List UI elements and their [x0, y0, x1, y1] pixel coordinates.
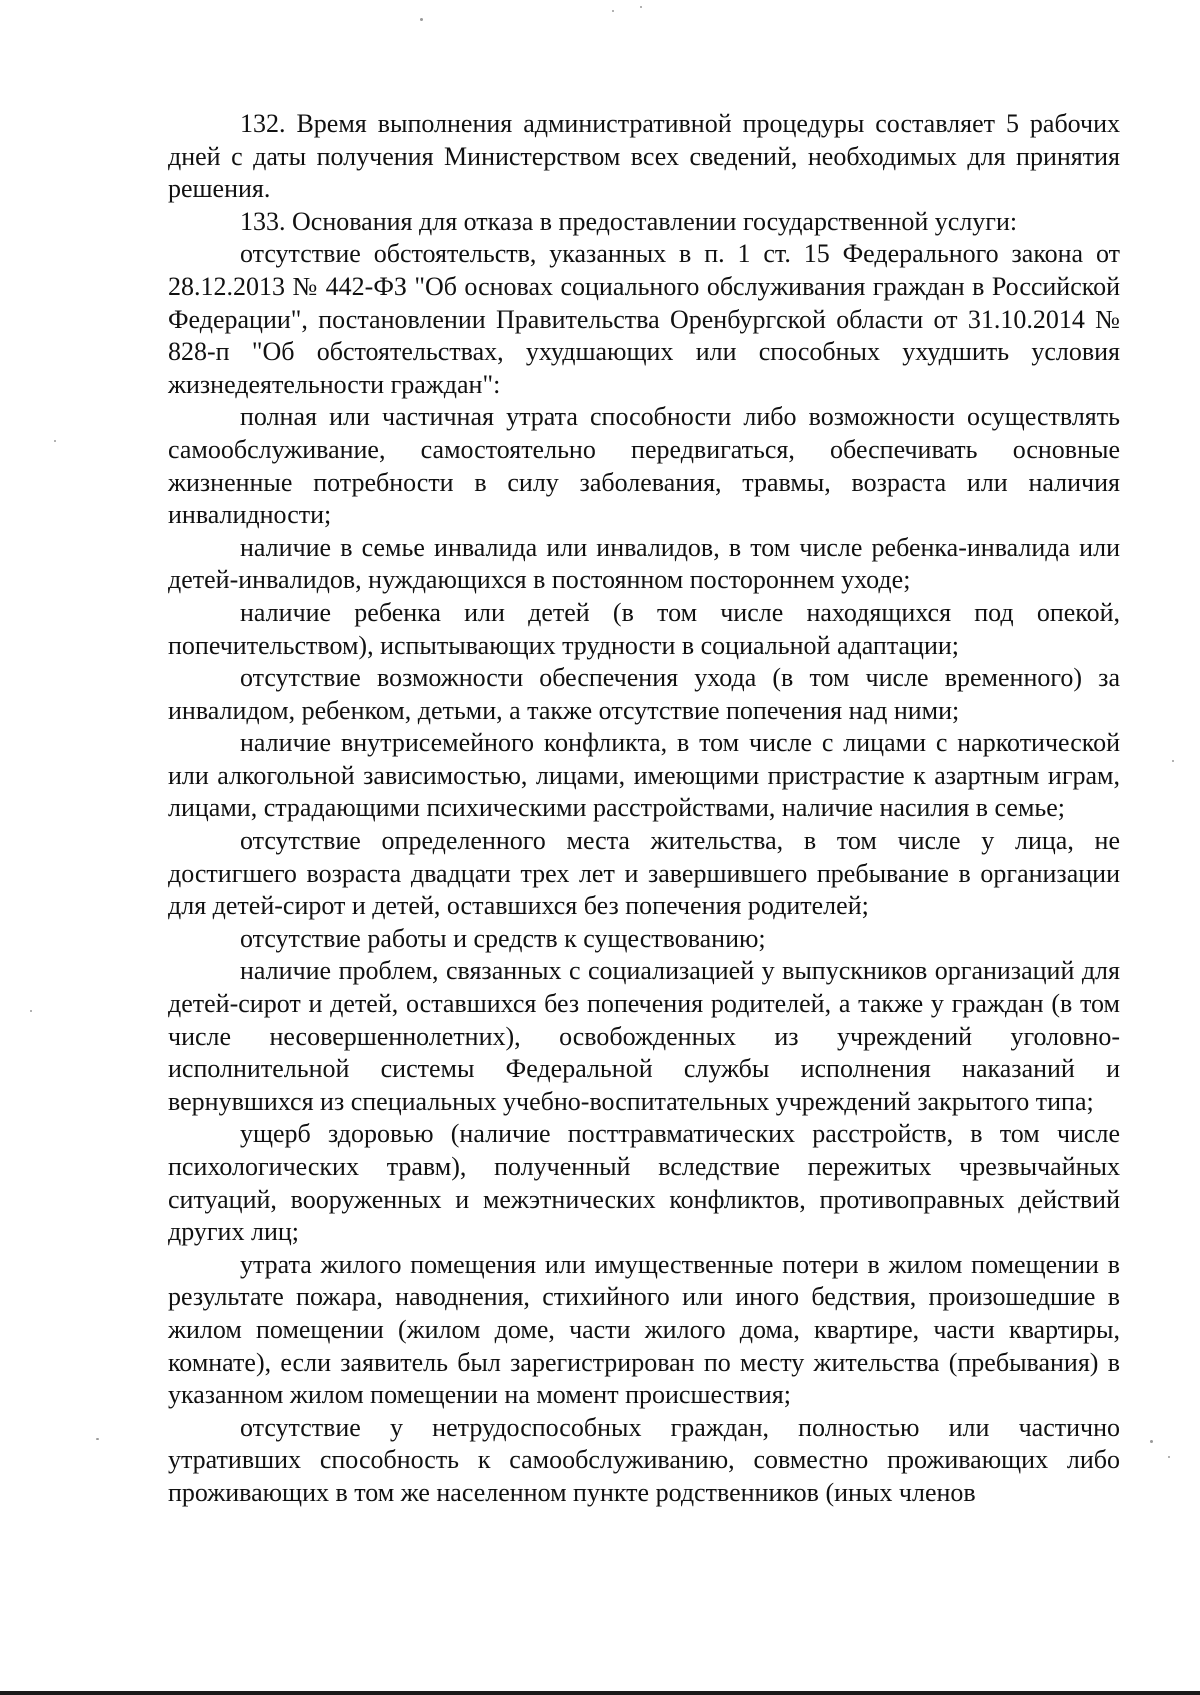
- scan-speck: [1150, 1440, 1153, 1443]
- list-item-loss-of-self-care: полная или частичная утрата способности либо возможности осуществлять самообслуживание, самостоятельно передвигаться, обеспечивать основные жизненные потребности в силу заболевания, травмы, возраста или наличия инвалидности;: [168, 402, 1120, 530]
- list-item-socialization-problems: наличие проблем, связанных с социализацией у выпускников организаций для детей-сирот и детей, оставшихся без попечения родителей, а также у граждан (в том числе несовершеннолетних), освобожденных из учреждений уголовно-исполнительной системы Федеральной службы исполнения наказаний и вернувшихся из специальных учебно-воспитательных учреждений закрытого типа;: [168, 956, 1120, 1116]
- list-item-no-work: отсутствие работы и средств к существованию;: [240, 923, 766, 953]
- scan-speck: [96, 1438, 99, 1440]
- scan-speck: [612, 10, 614, 12]
- scan-speck: [54, 440, 56, 442]
- scan-speck: [1172, 760, 1174, 762]
- list-item-no-relatives: отсутствие у нетрудоспособных граждан, полностью или частично утративших способность к самообслуживанию, совместно проживающих либо проживающих в том же населенном пункте родственников (иных членов: [168, 1412, 1120, 1507]
- paragraph-132: 132. Время выполнения административной процедуры составляет 5 рабочих дней с даты получения Министерством всех сведений, необходимых для принятия решения.: [168, 109, 1120, 204]
- document-body: [168, 108, 1120, 1510]
- scan-speck: [420, 18, 423, 21]
- list-item-disabled-family-member: наличие в семье инвалида или инвалидов, в том числе ребенка-инвалида или детей-инвалидов, нуждающихся в постоянном постороннем уходе;: [168, 532, 1120, 595]
- list-item-health-damage: ущерб здоровью (наличие посттравматических расстройств, в том числе психологических травм), полученный вследствие пережитых чрезвычайных ситуаций, вооруженных и межэтнических конфликтов, противоправных действий других лиц;: [168, 1119, 1120, 1247]
- list-item-housing-loss: утрата жилого помещения или имущественные потери в жилом помещении в результате пожара, наводнения, стихийного или иного бедствия, произошедшие в жилом помещении (жилом доме, части жилого дома, квартире, части квартиры, комнате), если заявитель был зарегистрирован по месту жительства (пребывания) в указанном жилом помещении на момент происшествия;: [168, 1249, 1120, 1410]
- paragraph-133: 133. Основания для отказа в предоставлении государственной услуги:: [240, 206, 1018, 236]
- paragraph-no-circumstances: отсутствие обстоятельств, указанных в п. 1 ст. 15 Федерального закона от 28.12.2013 № 442-ФЗ "Об основах социального обслуживания граждан в Российской Федерации", постановлении Правительства Оренбургской области от 31.10.2014 № 828-п "Об обстоятельствах, ухудшающих или способных ухудшить условия жизнедеятельности граждан":: [168, 239, 1120, 399]
- scan-speck: [640, 6, 642, 8]
- list-item-no-residence: отсутствие определенного места жительства, в том числе у лица, не достигшего возраста двадцати трех лет и завершившего пребывание в организации для детей-сирот и детей, оставшихся без попечения родителей;: [168, 826, 1120, 921]
- scan-speck: [30, 1010, 32, 1012]
- list-item-no-care-possibility: отсутствие возможности обеспечения ухода (в том числе временного) за инвалидом, ребенком, детьми, а также отсутствие попечения над ними;: [168, 663, 1120, 725]
- list-item-family-conflict: наличие внутрисемейного конфликта, в том числе с лицами с наркотической или алкогольной зависимостью, лицами, имеющими пристрастие к азартным играм, лицами, страдающими психическими расстройствами, наличие насилия в семье;: [168, 728, 1120, 823]
- scan-bottom-edge: [0, 1691, 1200, 1695]
- list-item-child-adaptation: наличие ребенка или детей (в том числе находящихся под опекой, попечительством), испытывающих трудности в социальной адаптации;: [168, 597, 1120, 660]
- scan-speck: [1168, 1456, 1170, 1458]
